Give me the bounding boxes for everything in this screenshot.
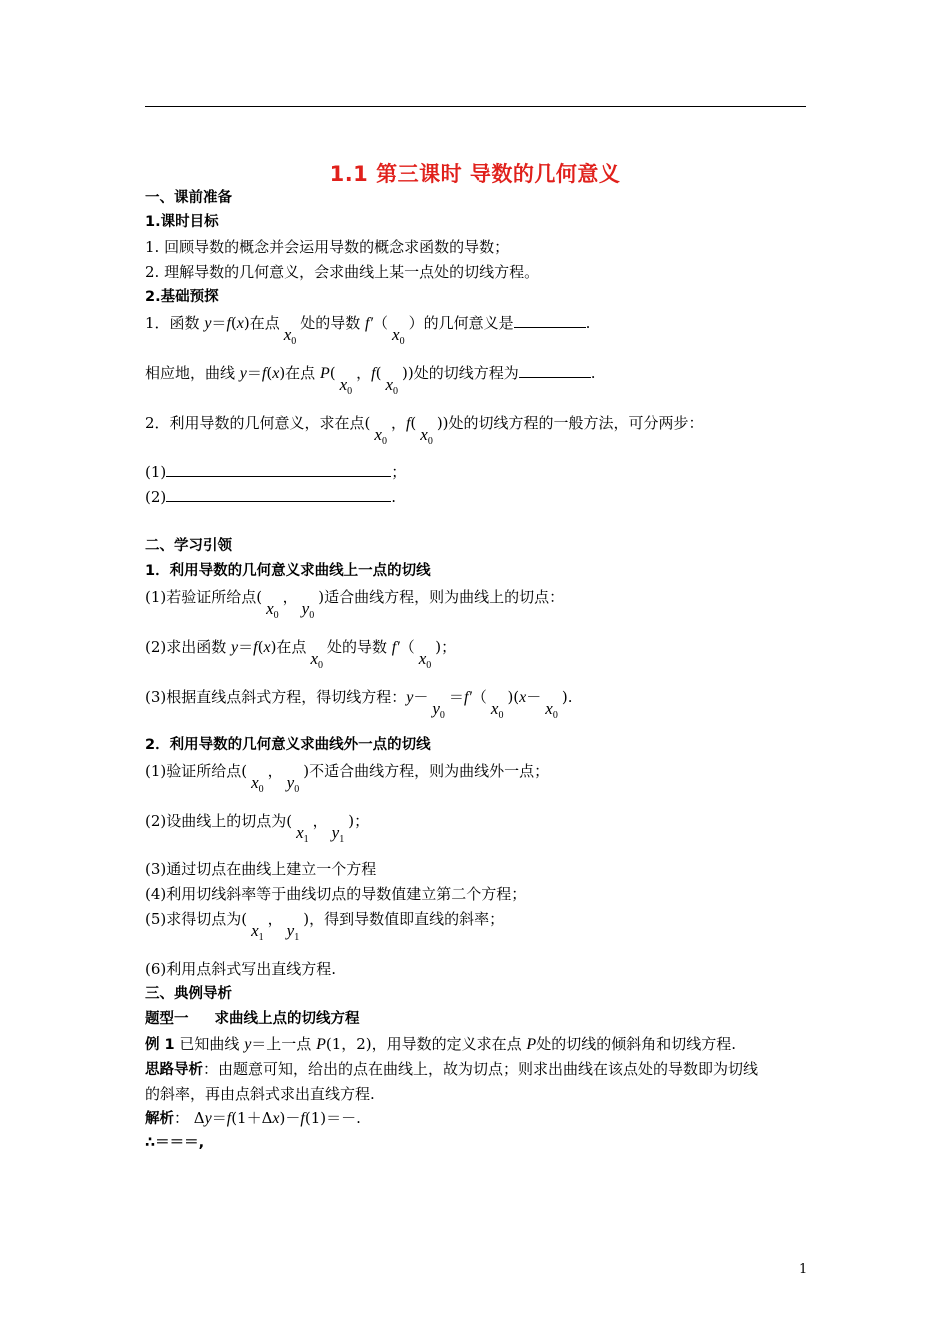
text: ＝ <box>238 638 254 656</box>
text: . <box>590 364 596 382</box>
text: )－ <box>279 1109 301 1127</box>
therefore-line: ∴＝＝＝, <box>145 1135 205 1151</box>
goal-1: 1. 回顾导数的概念并会运用导数的概念求函数的导数； <box>145 238 510 256</box>
var-y: y <box>204 315 212 332</box>
text: (1)＝－. <box>304 1109 361 1127</box>
var-y0: $y_0$ <box>286 773 300 795</box>
text: (1＋Δ <box>231 1109 273 1127</box>
method-2-step-1 <box>145 761 550 795</box>
text: 处的导数 <box>326 638 392 656</box>
var-x: x <box>519 689 527 706</box>
text: ( <box>410 414 417 432</box>
text: 处的切线的倾斜角和切线方程. <box>536 1035 736 1053</box>
var-f: f <box>226 1110 232 1127</box>
preview-question-1-cont <box>145 363 596 397</box>
var-y1: $y_1$ <box>286 921 300 943</box>
step-2 <box>145 487 396 507</box>
var-x: x <box>263 639 271 656</box>
var-x: x <box>236 315 244 332</box>
section-heading-3: 三、典例导析 <box>145 986 232 1002</box>
var-x0: $x_0$ <box>283 325 297 347</box>
text: ＝ <box>246 364 262 382</box>
preview-question-1 <box>145 313 591 347</box>
answer-blank[interactable] <box>166 462 391 477</box>
preview-question-2 <box>145 413 704 447</box>
text: )不适合曲线方程，则为曲线外一点； <box>303 762 550 780</box>
var-x0: $x_0$ <box>310 649 323 671</box>
section-heading-1: 一、课前准备 <box>145 190 232 206</box>
text: )( <box>507 688 520 706</box>
text: )； <box>435 638 457 656</box>
var-y: y <box>406 689 414 706</box>
text: 2．利用导数的几何意义，求在点( <box>145 414 371 432</box>
text: 1．函数 <box>145 314 205 332</box>
var-x0: $x_0$ <box>385 375 399 397</box>
text: ＝上一点 <box>251 1035 317 1053</box>
step-1 <box>145 462 406 482</box>
text: )适合曲线方程，则为曲线上的切点： <box>318 588 565 606</box>
text: － <box>526 688 542 706</box>
text: (1)验证所给点( <box>145 762 248 780</box>
text: ， <box>282 588 298 606</box>
var-x1: $x_1$ <box>296 823 309 845</box>
var-fprime: f′ <box>391 639 400 656</box>
text: ( <box>266 364 273 382</box>
method-2-step-4: (4)利用切线斜率等于曲线切点的导数值建立第二个方程； <box>145 885 527 903</box>
page-title: 1.1 第三课时 导数的几何意义 <box>329 162 621 186</box>
var-y: y <box>204 1110 212 1127</box>
var-P: P <box>526 1036 537 1053</box>
text: ， <box>267 910 283 928</box>
text: ( <box>329 364 336 382</box>
text: ）的几何意义是 <box>408 314 514 332</box>
var-x0: $x_0$ <box>251 773 264 795</box>
text: (1，2)，用导数的定义求在点 <box>325 1035 527 1053</box>
page-number: 1 <box>799 1262 808 1277</box>
var-x0: $x_0$ <box>490 699 504 721</box>
hint-line-2: 的斜率，再由点斜式求出直线方程. <box>145 1085 375 1103</box>
text: ( <box>230 314 237 332</box>
text: )在点 <box>279 364 320 382</box>
var-y: y <box>239 365 247 382</box>
var-y0: $y_0$ <box>432 699 445 721</box>
text: ：由题意可知，给出的点在曲线上，故为切点；则求出曲线在该点处的导数即为切线 <box>203 1060 759 1078</box>
text: （ <box>373 314 389 332</box>
text: ： Δ <box>174 1109 205 1127</box>
text: 题型一 <box>145 1011 189 1027</box>
method-2-step-3: (3)通过切点在曲线上建立一个方程 <box>145 860 377 878</box>
method-2-step-2 <box>145 811 370 845</box>
problem-type-1 <box>145 1009 360 1029</box>
text: ＝ <box>211 1109 227 1127</box>
text: ＝ <box>448 688 464 706</box>
var-x0: $x_0$ <box>392 325 405 347</box>
subheading-goals: 1.课时目标 <box>145 214 219 230</box>
text: ； <box>391 463 407 481</box>
solution-label: 解析 <box>145 1111 174 1127</box>
var-P: P <box>316 1036 326 1053</box>
method-1-step-2 <box>145 637 457 671</box>
text: 相应地，曲线 <box>145 364 240 382</box>
text: (3)根据直线点斜式方程，得切线方程： <box>145 688 407 706</box>
var-x0: $x_0$ <box>374 425 387 447</box>
header-rule <box>145 106 806 107</box>
var-f: f <box>261 365 267 382</box>
var-f: f <box>371 365 376 382</box>
text: ， <box>356 364 372 382</box>
text: ( <box>375 364 382 382</box>
var-x0: $x_0$ <box>418 649 432 671</box>
text: )，得到导数值即直线的斜率； <box>303 910 505 928</box>
text: － <box>413 688 429 706</box>
var-x0: $x_0$ <box>339 375 353 397</box>
var-x: x <box>272 365 280 382</box>
answer-blank[interactable] <box>166 487 391 502</box>
text: (1)若验证所给点( <box>145 588 263 606</box>
subheading-preview: 2.基础预探 <box>145 289 219 305</box>
var-f: f <box>226 315 231 332</box>
subheading-on-curve: 1．利用导数的几何意义求曲线上一点的切线 <box>145 563 431 579</box>
text: ， <box>312 812 328 830</box>
text: ))处的切线方程为 <box>402 364 519 382</box>
text: )在点 <box>243 314 280 332</box>
answer-blank[interactable] <box>519 363 591 378</box>
var-x0: $x_0$ <box>545 699 558 721</box>
text: )； <box>348 812 370 830</box>
text: . <box>585 314 591 332</box>
var-y0: $y_0$ <box>301 599 315 621</box>
text: ， <box>267 762 283 780</box>
text: ＝ <box>211 314 227 332</box>
text: (2) <box>145 488 167 506</box>
solution-line <box>145 1108 361 1129</box>
var-P: P <box>319 365 330 382</box>
text: ). <box>561 688 573 706</box>
text: ， <box>390 414 406 432</box>
text: ))处的切线方程的一般方法，可分两步： <box>436 414 704 432</box>
var-f: f <box>253 639 258 656</box>
method-2-step-5 <box>145 909 505 943</box>
var-f: f <box>300 1110 305 1127</box>
text: (1) <box>145 463 167 481</box>
method-2-step-6: (6)利用点斜式写出直线方程. <box>145 960 337 978</box>
var-x0: $x_0$ <box>420 425 433 447</box>
var-y: y <box>231 639 239 656</box>
text: ( <box>257 638 264 656</box>
var-y: y <box>244 1036 252 1053</box>
example-1 <box>145 1034 736 1055</box>
text: （ <box>399 638 415 656</box>
text: . <box>391 488 397 506</box>
section-heading-2: 二、学习引领 <box>145 538 232 554</box>
goal-2: 2. 理解导数的几何意义，会求曲线上某一点处的切线方程。 <box>145 263 540 281</box>
text: 处的导数 <box>300 314 366 332</box>
var-fprime: f′ <box>463 689 472 706</box>
method-1-step-3 <box>145 687 573 721</box>
hint-label: 思路导析 <box>145 1062 203 1078</box>
hint-line-1 <box>145 1059 758 1080</box>
var-f: f <box>405 415 411 432</box>
text: （ <box>471 688 487 706</box>
method-1-step-1 <box>145 587 565 621</box>
var-fprime: f′ <box>365 315 373 332</box>
var-x0: $x_0$ <box>266 599 279 621</box>
text: (2)设曲线上的切点为( <box>145 812 293 830</box>
example-label: 例 1 <box>145 1037 175 1053</box>
var-x1: $x_1$ <box>251 921 264 943</box>
var-x: x <box>272 1110 280 1127</box>
text: (2)求出函数 <box>145 638 232 656</box>
answer-blank[interactable] <box>514 313 586 328</box>
var-y1: $y_1$ <box>331 823 345 845</box>
text: 求曲线上点的切线方程 <box>214 1011 360 1027</box>
subheading-off-curve: 2．利用导数的几何意义求曲线外一点的切线 <box>145 737 431 753</box>
text: )在点 <box>270 638 307 656</box>
text: (5)求得切点为( <box>145 910 248 928</box>
text: 已知曲线 <box>174 1035 245 1053</box>
